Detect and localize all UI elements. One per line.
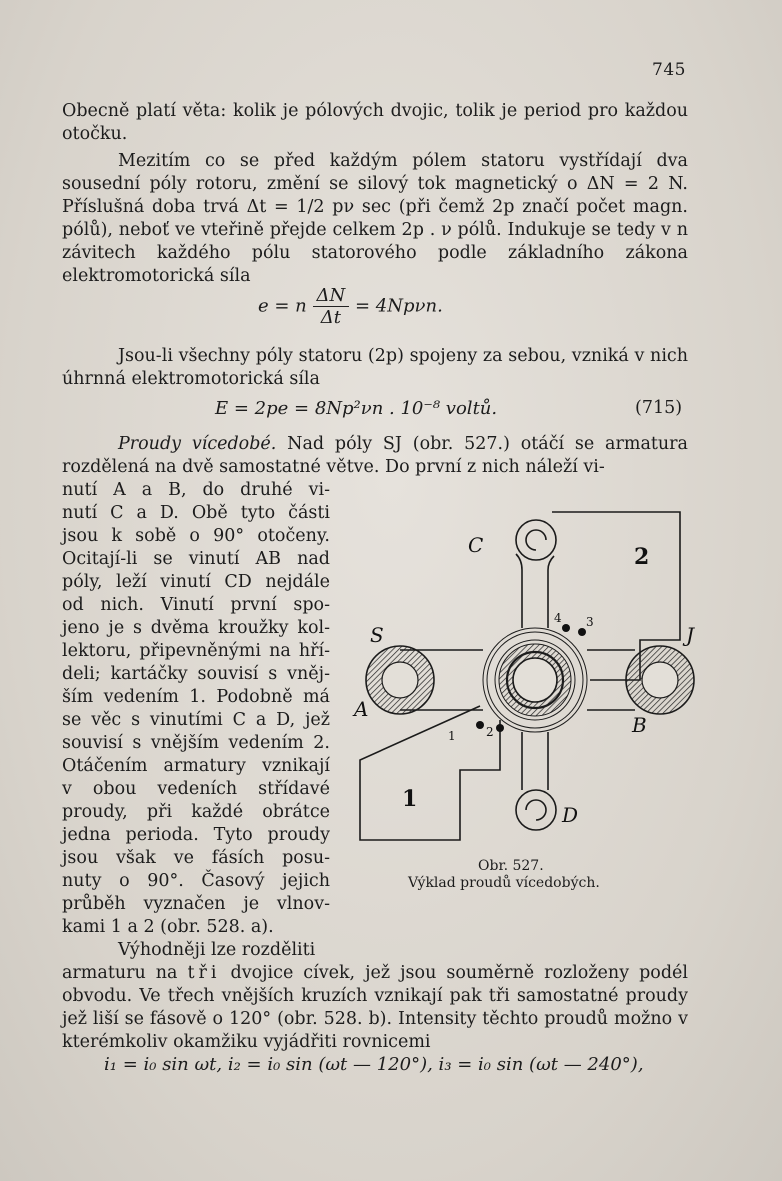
label-brush-4: 4 [554,611,562,625]
narrow-line: kami 1 a 2 (obr. 528. a). [62,917,274,937]
coil-d-outer [516,790,556,830]
label-brush-3: 3 [586,615,594,629]
coil-a [382,662,418,698]
narrow-line: jsou k sobě o 90° otočeny. [62,526,330,546]
label-b: B [632,713,647,737]
narrow-line: nuty o 90°. Časový jejich [62,871,330,891]
narrow-line: proudy, při každé obrátce [62,802,330,822]
narrow-line: průběh vyznačen je vlnov- [62,894,330,914]
paragraph-3: Jsou-li všechny póly statoru (2p) spojeny za sebou, vzniká v nich úhrnná elektromotorická síla [62,346,688,389]
paragraph-5-part-b: dvojice cívek, jež jsou souměrně rozloženy podél obvodu. Ve třech vnějších kruzích vznikají pak tři samostatné proudy jež liší se fásově o 120° (obr. 528. b). Intensity těchto proudů možno v kterémkoliv okamžiku vyjádřiti rovnicemi [62,963,688,1052]
label-d: D [562,803,579,827]
narrow-line: deli; kartáčky souvisí s vněj- [62,664,330,684]
equation-number: (715) [635,398,683,418]
narrow-line: Ocitají-li se vinutí AB nad [62,549,330,569]
narrow-line: jeno je s dvěma kroužky kol- [62,618,330,638]
coil-b [642,662,678,698]
lead-c-left [516,554,522,628]
page-number: 745 [652,60,686,80]
brush-3 [578,628,586,636]
narrow-line: se věc s vinutími C a D, jež [62,710,330,730]
label-j: J [686,623,695,647]
paragraph-1: Obecně platí věta: kolik je pólových dvojic, tolik je period pro každou otočku. [62,101,688,144]
label-brush-1: 1 [448,729,456,743]
equation-emf-lhs: e = n [258,295,307,317]
equation-total-emf: E = 2pe = 8Np²νn . 10⁻⁸ voltů. [215,398,498,419]
narrow-line: nutí A a B, do druhé vi- [62,480,330,500]
paragraph-4-text: Nad póly SJ (obr. 527.) otáčí se armatura rozdělená na dvě samostatné větve. Do první z nich náleží vi- [62,434,688,477]
brush-1 [476,721,484,729]
label-c: C [468,533,484,557]
coil-c-outer [516,520,556,560]
label-circuit-2: 2 [634,544,650,570]
paragraph-5-part-a: armaturu na [62,963,188,983]
figure-527-diagram [340,470,730,860]
label-a: A [354,697,369,721]
paragraph-5 [62,962,688,1054]
paragraph-4-narrow-column [62,479,330,939]
label-s: S [370,623,384,647]
narrow-line: lektoru, připevněnými na hří- [62,641,330,661]
section-heading: Proudy vícedobé. [118,434,277,454]
narrow-line: v obou vedeních střídavé [62,779,330,799]
coil-c-spiral [526,530,546,550]
narrow-line: ším vedením 1. Podobně má [62,687,330,707]
narrow-line: Otáčením armatury vznikají [62,756,330,776]
equation-emf [258,285,443,328]
equation-emf-fraction [313,285,350,328]
paragraph-5-spaced: tři [187,963,221,983]
label-circuit-1: 1 [402,786,418,812]
paragraph-2: Mezitím co se před každým pólem statoru vystřídají dva sousední póly rotoru, změní se silový tok magnetický o ΔN = 2 N. Příslušná doba trvá Δt = 1/2 pν sec (při čemž 2p značí počet magn. pólů), neboť ve vteřině přejde celkem 2p . ν pólů. Indukuje se tedy v n závitech každého pólu statorového podle základního zákona elektromotorická síla [62,151,688,286]
narrow-line: jsou však ve fásích posu- [62,848,330,868]
narrow-line: póly, leží vinutí CD nejdále [62,572,330,592]
fraction-denominator: Δt [320,307,341,328]
narrow-line: souvisí s vnějším vedením 2. [62,733,330,753]
narrow-line: nutí C a D. Obě tyto části [62,503,330,523]
fraction-numerator: ΔN [313,285,350,307]
label-brush-2: 2 [486,725,494,739]
narrow-line: od nich. Vinutí první spo- [62,595,330,615]
narrow-line: jedna perioda. Tyto proudy [62,825,330,845]
paragraph-5-first: Výhodněji lze rozděliti [118,940,316,960]
equation-emf-rhs: = 4Npνn. [355,295,443,317]
coil-d-spiral [526,800,546,820]
brush-4 [562,624,570,632]
figure-caption-text: Výklad proudů vícedobých. [408,875,600,891]
brush-2 [496,724,504,732]
equation-currents: i₁ = i₀ sin ωt, i₂ = i₀ sin (ωt — 120°), i₃ = i₀ sin (ωt — 240°), [104,1054,644,1075]
figure-caption-number: Obr. 527. [478,858,544,874]
shaft [513,658,557,702]
